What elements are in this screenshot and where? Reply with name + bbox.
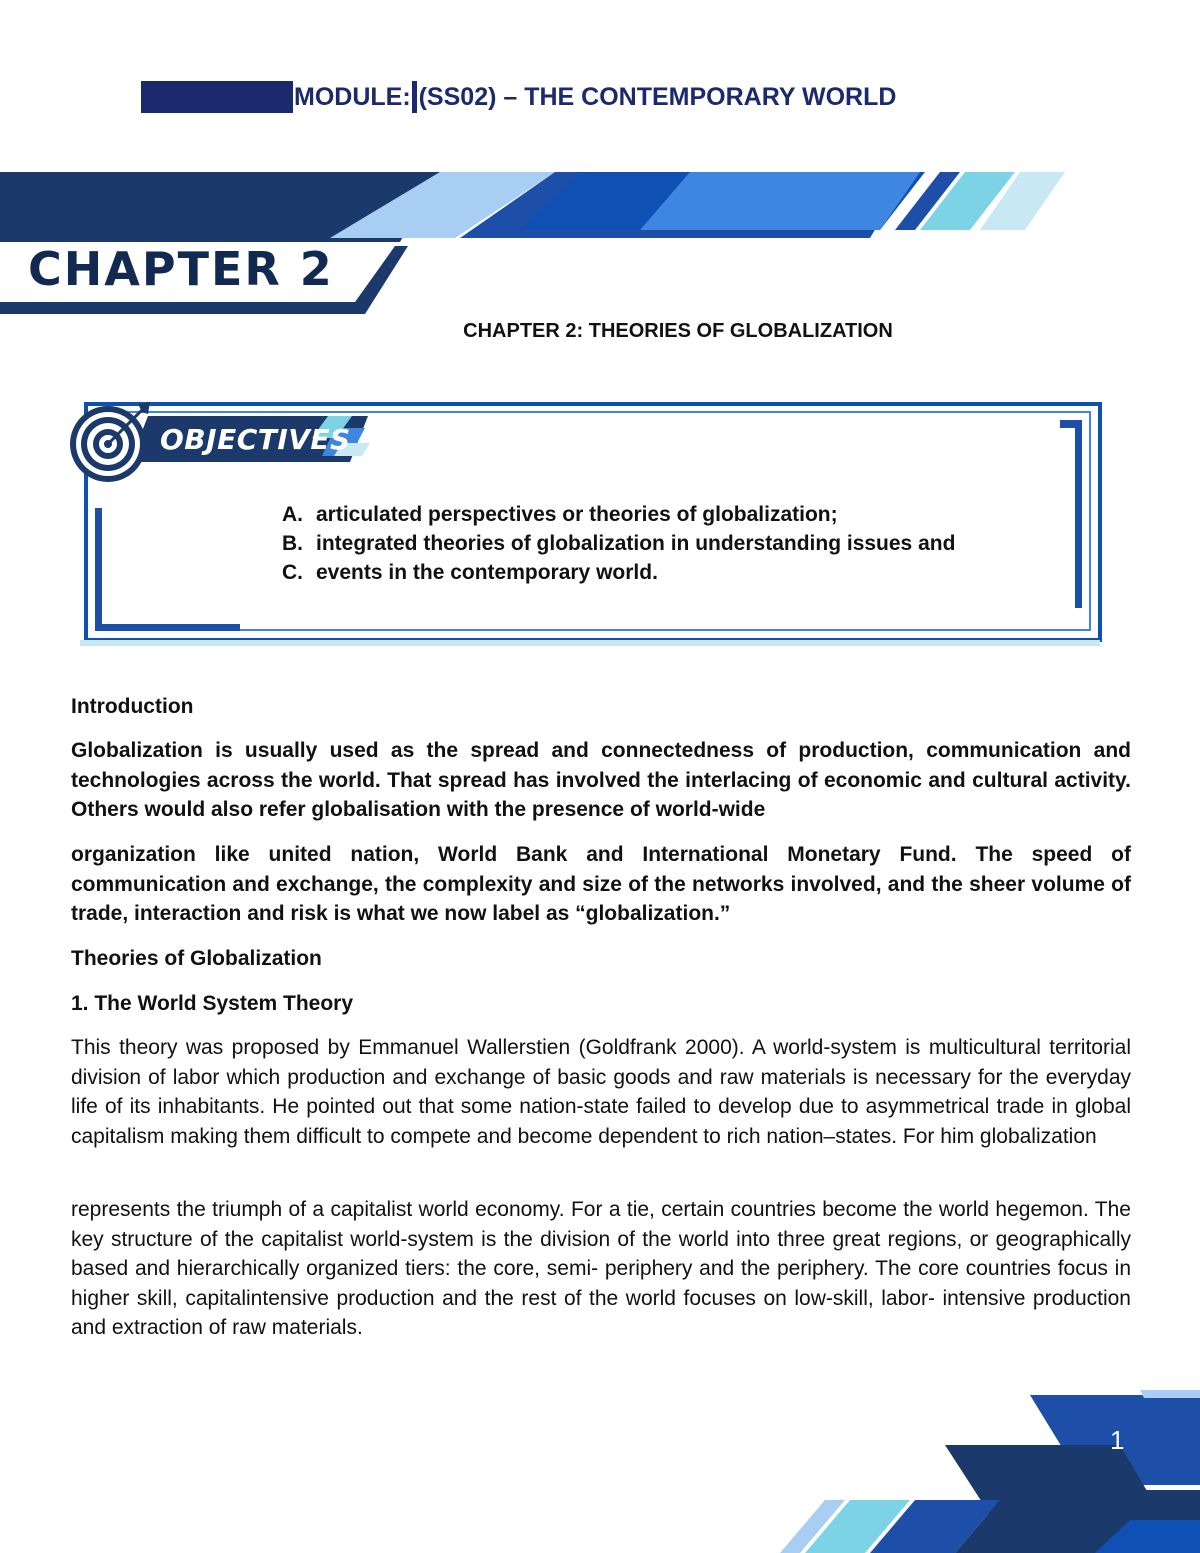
intro-paragraph-1-block [71,736,1131,825]
objective-item [282,500,1062,529]
objective-item [282,529,1062,558]
objectives-list [282,500,1062,587]
theory-1-paragraph-1-block [71,1033,1131,1151]
intro-heading: Introduction [71,695,194,718]
chapter-banner-label: CHAPTER 2 [28,242,334,296]
module-name: (SS02) – THE CONTEMPORARY WORLD [418,83,897,111]
objective-item [282,558,1062,587]
theories-heading: Theories of Globalization [71,947,322,970]
theory-1-heading: 1. The World System Theory [71,992,354,1015]
intro-paragraph-2: organization like united nation, World Bank and International Monetary Fund. The speed of communication and exchange, the complexity and size of the networks involved, and the sheer volume of trade, interaction and risk is what we now label as “globalization.” [71,843,1131,925]
theory-1-paragraph-1: This theory was proposed by Emmanuel Wallerstien (Goldfrank 2000). A world-system is multicultural territorial division of labor which production and exchange of basic goods and raw materials is necessary for the everyday life of its inhabitants. He pointed out that some nation-state failed to develop due to asymmetrical trade in global capitalism making them difficult to compete and become dependent to rich nation–states. For him globalization [71,1036,1131,1148]
theory-1-paragraph-2: represents the triumph of a capitalist world economy. For a tie, certain countries become the world hegemon. The key structure of the capitalist world-system is the division of the world into three great regions, or geographically based and hierarchically organized tiers: the core, semi- periphery and the periphery. The core countries focus in higher skill, capitalintensive production and the rest of the world focuses on low-skill, labor- intensive production and extraction of raw materials. [71,1198,1131,1339]
objectives-title: OBJECTIVES [160,423,351,456]
objective-key: B. [282,532,303,555]
footer-decoration [700,1390,1200,1553]
objective-key: C. [282,561,303,584]
theory-1-paragraph-2-block [71,1195,1131,1343]
intro-heading-block [71,692,1131,722]
objective-text: articulated perspectives or theories of globalization; [316,503,838,526]
chapter-subtitle: CHAPTER 2: THEORIES OF GLOBALIZATION [463,320,893,342]
module-title [141,81,981,113]
theory-1-heading-block [71,989,1131,1019]
intro-paragraph-1: Globalization is usually used as the spread and connectedness of production, communication and technologies across the world. That spread has involved the interlacing of economic and cultural activity. Others would also refer globalisation with the presence of world-wide [71,739,1131,821]
intro-paragraph-2-block [71,840,1131,929]
theories-heading-block [71,944,1131,974]
objective-text: integrated theories of globalization in understanding issues and [316,532,956,555]
page-number: 1 [1110,1425,1125,1455]
objective-key: A. [282,503,303,526]
module-label: MODULE: [294,83,411,111]
objective-text: events in the contemporary world. [316,561,658,584]
